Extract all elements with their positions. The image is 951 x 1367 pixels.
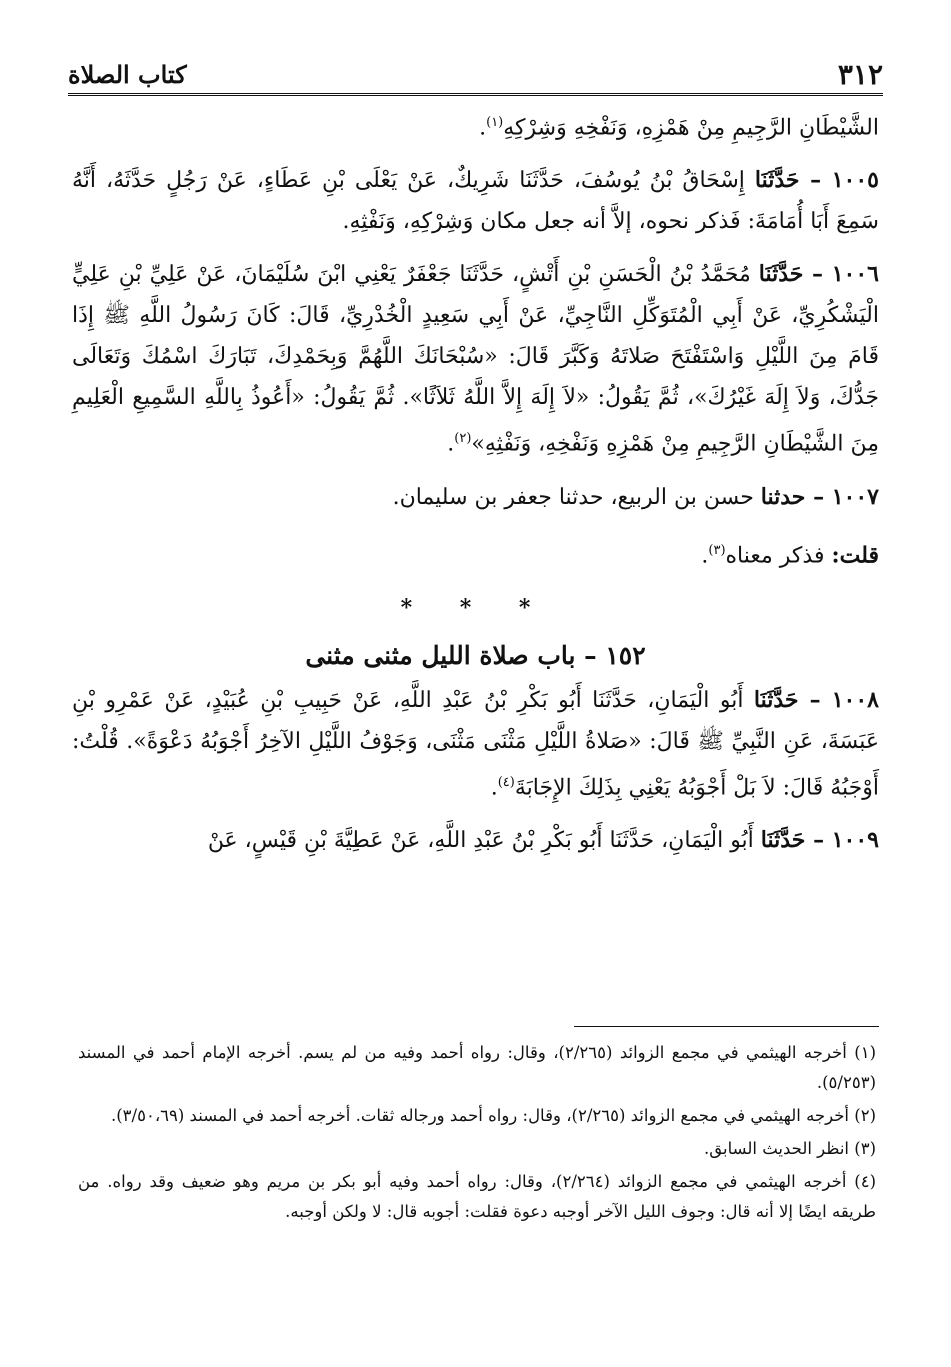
hadith-1007: [72, 477, 879, 518]
hadith-number: ١٠٠٩ – حَدَّثَنَا: [760, 827, 879, 854]
punctuation: .: [447, 431, 455, 457]
footnote-4: (٤) أخرجه الهيثمي في مجمع الزوائد (٢/٢٦٤)، وقال: رواه أحمد وفيه أبو بكر بن مريم وهو ضعيف وقد رواه. من طريقه ايضًا إلا أنه قال: وجوف الليل الآخر أوجبه دعوة فقلت: أجوبه قال: لا ولكن أوجبه.: [78, 1172, 876, 1221]
hadith-number: ١٠٠٨ – حَدَّثَنَا: [753, 686, 879, 713]
hadith-1008: [72, 680, 879, 808]
page-header: [68, 56, 883, 96]
hadith-text: مُحَمَّدُ بْنُ الْحَسَنِ بْنِ أَتْشٍ، حَدَّثَنَا جَعْفَرٌ يَعْنِي ابْنَ سُلَيْمَانَ، عَنْ عَلِيِّ بْنِ عَلِيٍّ الْيَشْكُرِيِّ، عَنْ أَبِي الْمُتَوَكِّلِ النَّاجِيِّ، عَنْ أَبِي سَعِيدٍ الْخُدْرِيِّ، قَالَ: كَانَ رَسُولُ اللَّهِ ﷺ إِذَا قَامَ مِنَ اللَّيْلِ وَاسْتَفْتَحَ صَلاتَهُ وَكَبَّرَ قَالَ: «سُبْحَانَكَ اللَّهُمَّ وَبِحَمْدِكَ، تَبَارَكَ اسْمُكَ وَتَعَالَى جَدُّكَ، وَلاَ إِلَهَ غَيْرُكَ»، ثُمَّ يَقُولُ: «لاَ إِلَهَ إِلاَّ اللَّهُ ثَلاَثًا». ثُمَّ يَقُولُ: «أَعُوذُ بِاللَّهِ السَّمِيعِ الْعَلِيمِ مِنَ الشَّيْطَانِ الرَّجِيمِ مِنْ هَمْزِهِ وَنَفْخِهِ، وَنَفْثِهِ»: [72, 262, 879, 457]
hadith-text: حسن بن الربيع، حدثنا جعفر بن سليمان.: [392, 484, 754, 510]
page-number: ٣١٢: [837, 58, 883, 91]
paragraph-text: الشَّيْطَانِ الرَّجِيمِ مِنْ هَمْزِهِ، وَنَفْخِهِ وَشِرْكِهِ: [503, 115, 879, 141]
footnote-3: (٣) انظر الحديث السابق.: [704, 1139, 876, 1158]
punctuation: .: [701, 542, 709, 568]
section-separator: * * *: [400, 594, 551, 621]
hadith-text: إِسْحَاقُ بْنُ يُوسُفَ، حَدَّثَنَا شَرِيكٌ، عَنْ يَعْلَى بْنِ عَطَاءٍ، عَنْ رَجُلٍ حَدَّثَهُ، أَنَّهُ سَمِعَ أَبَا أُمَامَةَ: فَذكر نحوه، إلاَّ أنه جعل مكان وَشِرْكِهِ، وَنَفْثِهِ.: [72, 168, 879, 235]
punctuation: .: [490, 775, 498, 801]
hadith-number: ١٠٠٥ – حَدَّثَنَا: [754, 167, 879, 194]
main-text: [72, 102, 879, 873]
footnote-ref: (٢): [454, 431, 472, 447]
hadith-1009: [72, 820, 879, 861]
note-label: قلت:: [831, 541, 879, 568]
note-paragraph: [72, 530, 879, 576]
footnotes: [78, 1038, 876, 1230]
footnote-ref: (٤): [497, 774, 515, 790]
hadith-1005: [72, 160, 879, 242]
paragraph-continuation: [72, 102, 879, 148]
note-text: فذكر معناه: [725, 542, 825, 568]
footnote-ref: (٣): [708, 542, 726, 558]
chapter-heading: ١٥٢ – باب صلاة الليل مثنى مثنى: [305, 640, 646, 670]
book-title: كتاب الصلاة: [68, 60, 187, 89]
footnote-ref: (١): [486, 115, 504, 130]
hadith-number: ١٠٠٧ – حدثنا: [760, 483, 879, 510]
hadith-number: ١٠٠٦ – حَدَّثَنَا: [758, 261, 879, 288]
hadith-text: أَبُو الْيَمَانِ، حَدَّثَنَا أَبُو بَكْرِ بْنُ عَبْدِ اللَّهِ، عَنْ حَبِيبِ بْنِ عُبَيْدٍ، عَنْ عَمْرِو بْنِ عَبَسَةَ، عَنِ النَّبِيِّ ﷺ قَالَ: «صَلاةُ اللَّيْلِ مَثْنَى مَثْنَى، وَجَوْفُ اللَّيْلِ الآخِرُ أَجْوَبُهُ دَعْوَةً». قُلْتُ: أَوْجَبُهُ قَالَ: لاَ بَلْ أَجْوَبُهُ يَعْنِي بِذَلِكَ الإِجَابَةَ: [72, 687, 879, 801]
punctuation: .: [479, 115, 487, 141]
footnote-divider: [574, 1026, 879, 1027]
footnote-1: (١) أخرجه الهيثمي في مجمع الزوائد (٢/٢٦٥)، وقال: رواه أحمد وفيه من لم يسم. أخرجه الإمام أحمد في المسند (٥/٢٥٣).: [78, 1043, 876, 1092]
hadith-text: أَبُو الْيَمَانِ، حَدَّثَنَا أَبُو بَكْرِ بْنُ عَبْدِ اللَّهِ، عَنْ عَطِيَّةَ بْنِ قَيْسٍ، عَنْ: [207, 828, 754, 854]
footnote-2: (٢) أخرجه الهيثمي في مجمع الزوائد (٢/٢٦٥)، وقال: رواه أحمد ورجاله ثقات. أخرجه أحمد في المسند (٣/٥٠،٦٩).: [110, 1106, 876, 1125]
hadith-1006: [72, 254, 879, 464]
